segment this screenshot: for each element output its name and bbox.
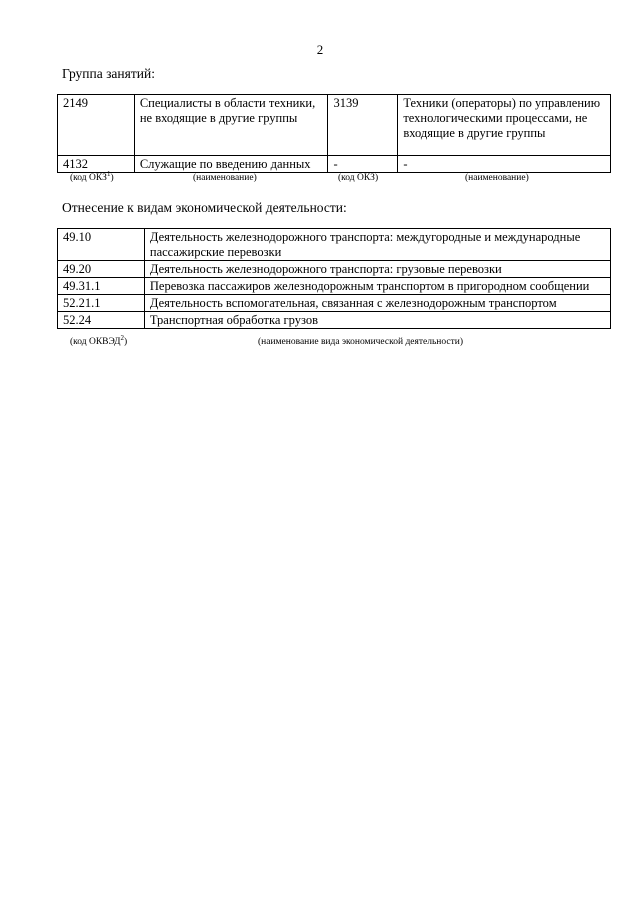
- okved-name-caption: (наименование вида экономической деятельности): [258, 337, 463, 347]
- okz-code-cell: 3139: [328, 95, 398, 156]
- table-row: [58, 95, 611, 156]
- okved-code-caption: [70, 334, 128, 347]
- table-row: [58, 312, 611, 329]
- footnote-marker: 1: [106, 170, 111, 178]
- okved-name-cell: Деятельность вспомогательная, связанная с железнодорожным транспортом: [144, 295, 610, 312]
- table-row: [58, 278, 611, 295]
- okz-name-cell: Техники (операторы) по управлению технологическими процессами, не входящие в другие группы: [398, 95, 611, 156]
- okved-code-cell: 52.21.1: [58, 295, 145, 312]
- table-row: [58, 295, 611, 312]
- okved-code-cell: 49.10: [58, 229, 145, 261]
- table-row: [58, 156, 611, 173]
- okz-name-caption-2: (наименование): [465, 173, 529, 183]
- economic-activities-table: [57, 228, 611, 329]
- okved-name-cell: Деятельность железнодорожного транспорта: междугородные и международные пассажирские перевозки: [144, 229, 610, 261]
- okz-code-cell: 2149: [58, 95, 135, 156]
- caption-text: ): [123, 337, 128, 347]
- okved-name-cell: Транспортная обработка грузов: [144, 312, 610, 329]
- economic-activities-title: Отнесение к видам экономической деятельности:: [62, 200, 347, 215]
- okz-name-caption-1: (наименование): [193, 173, 257, 183]
- table-row: [58, 261, 611, 278]
- table-row: [58, 229, 611, 261]
- caption-text: (код ОКВЭД: [70, 337, 121, 347]
- footnote-marker: 2: [120, 334, 124, 342]
- okz-name-cell: Специалисты в области техники, не входящие в другие группы: [134, 95, 328, 156]
- occupation-group-table: [57, 94, 611, 173]
- okved-code-cell: 49.20: [58, 261, 145, 278]
- caption-text: ): [110, 173, 114, 183]
- okz-code-cell: 4132: [58, 156, 135, 173]
- okved-name-cell: Перевозка пассажиров железнодорожным транспортом в пригородном сообщении: [144, 278, 610, 295]
- okz-code-caption-2: (код ОКЗ): [338, 173, 379, 183]
- okz-name-cell: -: [398, 156, 611, 173]
- okz-name-cell: Служащие по введению данных: [134, 156, 328, 173]
- okz-code-cell: -: [328, 156, 398, 173]
- page-number: 2: [316, 42, 324, 57]
- occupation-group-title: Группа занятий:: [62, 66, 155, 81]
- caption-text: (код ОКЗ: [70, 173, 107, 183]
- okved-code-cell: 49.31.1: [58, 278, 145, 295]
- okved-code-cell: 52.24: [58, 312, 145, 329]
- okved-name-cell: Деятельность железнодорожного транспорта: грузовые перевозки: [144, 261, 610, 278]
- okz-code-caption-1: [70, 170, 114, 183]
